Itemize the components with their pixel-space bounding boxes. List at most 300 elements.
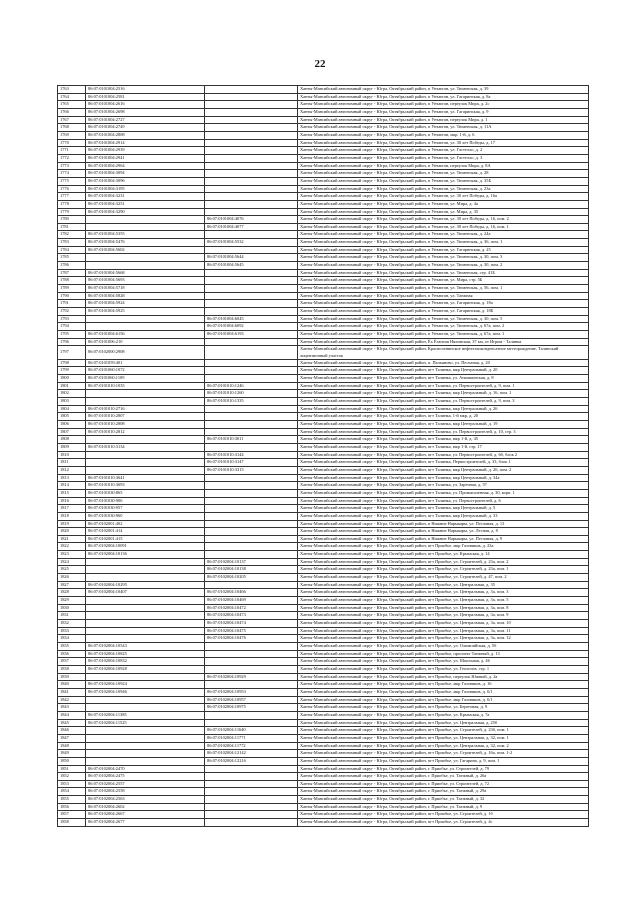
land-cadastral-number-cell: 86:07:0101004:5693 [86,277,205,285]
row-number-cell: 1801 [58,382,86,390]
land-cadastral-number-cell [86,459,205,467]
row-number-cell: 1835 [58,643,86,651]
table-row [58,254,589,262]
row-number-cell: 1830 [58,604,86,612]
address-cell: Ханты-Мансийский автономный округ - Югра, Октябрьский район, пгт Приобье, проспект Таежный, д. 13 [298,650,589,658]
building-cadastral-number-cell [205,658,298,666]
land-cadastral-number-cell: 86:07:0102004:10543 [86,643,205,651]
land-cadastral-number-cell: 86:07:0101004:2964 [86,162,205,170]
land-cadastral-number-cell: 86:07:0102004:10924 [86,681,205,689]
address-cell: Ханты-Мансийский автономный округ - Югра, Октябрьский район, п Нижние Нарыкары, ул. Лесная, д. 8 [298,528,589,536]
address-cell: Ханты-Мансийский автономный округ - Югра, Октябрьский район, пгт Талинка, ул. Анашкинская, д. 8 [298,375,589,383]
address-cell: Ханты-Мансийский автономный округ - Югра, Октябрьский район, пгт Приобье, ул. Центральная, д. 25б [298,719,589,727]
table-row [58,466,589,474]
table-row [58,635,589,643]
row-number-cell: 1783 [58,239,86,247]
table-row [58,124,589,132]
table-row [58,589,589,597]
row-number-cell: 1799 [58,367,86,375]
land-cadastral-number-cell: 86:07:0101030:957 [86,505,205,513]
row-number-cell: 1855 [58,796,86,804]
building-cadastral-number-cell [205,170,298,178]
building-cadastral-number-cell [205,711,298,719]
address-cell: Ханты-Мансийский автономный округ - Югра, Октябрьский район, пгт Приобье, ул. Центральная, д. 32, пом. 1 [298,734,589,742]
building-cadastral-number-cell: 86:07:0102004:10475 [205,627,298,635]
table-row [58,528,589,536]
address-cell: Ханты-Мансийский автономный округ - Югра, Октябрьский район, пгт Приобье, ул. Строителей, д. 4г [298,819,589,827]
table-row [58,811,589,819]
building-cadastral-number-cell [205,520,298,528]
row-number-cell: 1846 [58,727,86,735]
building-cadastral-number-cell [205,308,298,316]
table-row [58,643,589,651]
building-cadastral-number-cell: 86:07:0102004:10473 [205,612,298,620]
row-number-cell: 1829 [58,597,86,605]
land-cadastral-number-cell: 86:07:0101010:3693 [86,482,205,490]
address-cell: Ханты-Мансийский автономный округ - Югра, Октябрьский район, пгт Приобье, ул. Центральная, д. 35 [298,581,589,589]
land-cadastral-number-cell: 86:07:0101004:2581 [86,93,205,101]
land-cadastral-number-cell: 86:07:0102001:415 [86,535,205,543]
land-cadastral-number-cell: 86:07:0102004:11385 [86,711,205,719]
row-number-cell: 1813 [58,474,86,482]
building-cadastral-number-cell: 86:07:0102004:10205 [205,574,298,582]
row-number-cell: 1784 [58,246,86,254]
row-number-cell: 1766 [58,108,86,116]
land-cadastral-number-cell: 86:07:0101030:960 [86,512,205,520]
building-cadastral-number-cell [205,650,298,658]
land-cadastral-number-cell: 86:07:0102004:10832 [86,658,205,666]
land-cadastral-number-cell [86,604,205,612]
table-row [58,436,589,444]
row-number-cell: 1790 [58,292,86,300]
row-number-cell: 1815 [58,489,86,497]
land-cadastral-number-cell [86,398,205,406]
land-cadastral-number-cell [86,597,205,605]
land-cadastral-number-cell: 86:07:0101010:2716 [86,405,205,413]
table-row [58,93,589,101]
building-cadastral-number-cell [205,367,298,375]
table-row [58,262,589,270]
address-cell: Ханты-Мансийский автономный округ - Югра, Октябрьский район, пгт Приобье, ул. Центральная, д. 3а, пом. 3 [298,589,589,597]
building-cadastral-number-cell [205,300,298,308]
row-number-cell: 1836 [58,650,86,658]
address-cell: Ханты-Мансийский автономный округ - Югра, Октябрьский район, пгт Приобье, ул. Строителей, д. 23б, пом. 1 [298,727,589,735]
address-cell: Ханты-Мансийский автономный округ - Югра, Октябрьский район, п Унъюган, ул. Мира, д. 4а [298,200,589,208]
land-cadastral-number-cell: 86:07:0102004:2558 [86,788,205,796]
address-cell: Ханты-Мансийский автономный округ - Югра, Октябрьский район, п Унъюган, ул. 30 лет Победы, д. 16а [298,193,589,201]
table-row [58,162,589,170]
row-number-cell: 1842 [58,696,86,704]
building-cadastral-number-cell [205,420,298,428]
page-number: 22 [314,58,326,70]
building-cadastral-number-cell [205,482,298,490]
table-row [58,208,589,216]
building-cadastral-number-cell [205,681,298,689]
table-row [58,780,589,788]
land-cadastral-number-cell: 86:07:0101004:5924 [86,300,205,308]
table-row [58,558,589,566]
address-cell: Ханты-Мансийский автономный округ - Югра, Октябрьский район, пгт Приобье, ул. Строителей, д. 23а, пом. 2 [298,558,589,566]
address-cell: Ханты-Мансийский автономный округ - Югра, Октябрьский район, пгт Талинка, мкр Центральный, д. 20 [298,367,589,375]
address-cell: Ханты-Мансийский автономный округ - Югра, Октябрьский район, п Унъюган, ул. Тюменская, д. 24а [298,231,589,239]
address-cell: Ханты-Мансийский автономный округ - Югра, Октябрьский район, пгт Талинка, ул. Первостроителей, д. 10, стр. 3 [298,428,589,436]
row-number-cell: 1831 [58,612,86,620]
address-cell: Ханты-Мансийский автономный округ - Югра, Октябрьский район, пгт Приобье, мкр Газовиков, д. 6/1 [298,696,589,704]
row-number-cell: 1807 [58,428,86,436]
land-cadastral-number-cell: 86:07:0101004:2616 [86,101,205,109]
land-cadastral-number-cell [86,742,205,750]
building-cadastral-number-cell [205,535,298,543]
table-row [58,819,589,827]
row-number-cell: 1764 [58,93,86,101]
table-row [58,734,589,742]
land-cadastral-number-cell: 86:07:0101004:2808 [86,131,205,139]
land-cadastral-number-cell: 86:07:0101004:3096 [86,177,205,185]
address-cell: Ханты-Мансийский автономный округ - Югра, Октябрьский район, п Унъюган, ул. Тюменская, д. 67а, пом. 1 [298,331,589,339]
land-cadastral-number-cell [86,673,205,681]
address-cell: Ханты-Мансийский автономный округ - Югра, Октябрьский район, пгт Приобье, ул. Школьная, д. 46 [298,658,589,666]
address-cell: Ханты-Мансийский автономный округ - Югра, Октябрьский район, пгт Талинка, мкр Центральный, д. 26 [298,405,589,413]
row-number-cell: 1853 [58,780,86,788]
table-row [58,185,589,193]
land-cadastral-number-cell [86,436,205,444]
address-cell: Ханты-Мансийский автономный округ - Югра, Октябрьский район, п Унъюган, ул. Тюменская, стр. 41Б [298,269,589,277]
building-cadastral-number-cell [205,231,298,239]
building-cadastral-number-cell: 86:07:0102004:10474 [205,620,298,628]
row-number-cell: 1817 [58,505,86,513]
address-cell: Ханты-Мансийский автономный округ - Югра, Октябрьский район, п Нижние Нарыкары, ул. Песчаная, д. 13 [298,520,589,528]
land-cadastral-number-cell: 86:07:0101004:2727 [86,116,205,124]
land-cadastral-number-cell: 86:07:0101004:2698 [86,108,205,116]
table-row [58,474,589,482]
land-cadastral-number-cell: 86:07:0101030:865 [86,489,205,497]
building-cadastral-number-cell [205,512,298,520]
row-number-cell: 1848 [58,742,86,750]
building-cadastral-number-cell: 86:07:0101004:4077 [205,223,298,231]
building-cadastral-number-cell [205,177,298,185]
land-cadastral-number-cell: 86:07:0101006:210 [86,338,205,346]
row-number-cell: 1819 [58,520,86,528]
table-row [58,581,589,589]
table-row [58,704,589,712]
table-row [58,750,589,758]
address-cell: Ханты-Мансийский автономный округ - Югра, Октябрьский район, пгт Талинка, мкр Центральный, д. 16, пом. 1 [298,390,589,398]
row-number-cell: 1788 [58,277,86,285]
address-cell: Ханты-Мансийский автономный округ - Югра, Октябрьский район, пгт Приобье, ул. Крымская, д. 7а [298,711,589,719]
address-cell: Ханты-Мансийский автономный округ - Югра, Октябрьский район, пгт Приобье, ул. Центральная, д. 3а, пом. 9 [298,612,589,620]
address-cell: Ханты-Мансийский автономный округ - Югра, Октябрьский район, пгт Талинка, мкр 1-й, стр. 17 [298,443,589,451]
address-cell: Ханты-Мансийский автономный округ - Югра, Октябрьский район, пгт Приобье, ул. Геологов, стр. 1 [298,665,589,673]
building-cadastral-number-cell [205,719,298,727]
row-number-cell: 1786 [58,262,86,270]
row-number-cell: 1808 [58,436,86,444]
building-cadastral-number-cell [205,643,298,651]
land-cadastral-number-cell: 86:07:0101004:5925 [86,308,205,316]
address-cell: Ханты-Мансийский автономный округ - Югра, Октябрьский район, п Унъюган, переулок Мира, д. 8А [298,162,589,170]
row-number-cell: 1780 [58,216,86,224]
row-number-cell: 1770 [58,139,86,147]
row-number-cell: 1816 [58,497,86,505]
land-cadastral-number-cell: 86:07:0101010:2812 [86,428,205,436]
land-cadastral-number-cell: 86:07:0102004:2677 [86,819,205,827]
building-cadastral-number-cell: 86:07:0102004:10138 [205,566,298,574]
land-cadastral-number-cell [86,566,205,574]
row-number-cell: 1773 [58,162,86,170]
building-cadastral-number-cell [205,246,298,254]
land-cadastral-number-cell: 86:07:0102004:10091 [86,543,205,551]
building-cadastral-number-cell [205,780,298,788]
address-cell: Ханты-Мансийский автономный округ - Югра, Октябрьский район, пгт Талинка, 1-й мкр, д. 20 [298,413,589,421]
table-row [58,658,589,666]
table-row [58,620,589,628]
address-cell: Ханты-Мансийский автономный округ - Югра, Октябрьский район, п Унъюган, ул. Гагаринская, д. 9 [298,108,589,116]
table-row [58,627,589,635]
building-cadastral-number-cell [205,505,298,513]
land-cadastral-number-cell: 86:07:0101059:401 [86,359,205,367]
building-cadastral-number-cell [205,811,298,819]
row-number-cell: 1858 [58,819,86,827]
row-number-cell: 1841 [58,688,86,696]
land-cadastral-number-cell: 86:07:0101004:5602 [86,246,205,254]
land-cadastral-number-cell: 86:07:0101004:5355 [86,231,205,239]
land-cadastral-number-cell [86,315,205,323]
table-row [58,367,589,375]
row-number-cell: 1839 [58,673,86,681]
address-cell: Ханты-Мансийский автономный округ - Югра, Октябрьский район, пгт Талинка, мкр Центральный, д. 5 [298,505,589,513]
row-number-cell: 1769 [58,131,86,139]
land-cadastral-number-cell [86,223,205,231]
address-cell: Ханты-Мансийский автономный округ - Югра, Октябрьский район, пгт Приобье, ул. Гагарина, д. 9, пом. 1 [298,757,589,765]
row-number-cell: 1843 [58,704,86,712]
table-row [58,443,589,451]
table-row [58,688,589,696]
building-cadastral-number-cell: 86:07:0102004:10953 [205,688,298,696]
address-cell: Ханты-Мансийский автономный округ - Югра, Октябрьский район, п Унъюган, ул. Тюменская, д. 36, пом. 1 [298,239,589,247]
address-cell: Ханты-Мансийский автономный округ - Югра, Октябрьский район, пгт Приобье, ул. Строителей, д. 23а, пом. 1 [298,566,589,574]
row-number-cell: 1823 [58,551,86,559]
table-row [58,543,589,551]
address-cell: Ханты-Мансийский автономный округ - Югра, Октябрьский район, п Унъюган, ул. Тюменская, д. 56, пом. 1 [298,285,589,293]
table-row [58,757,589,765]
land-cadastral-number-cell [86,466,205,474]
table-row [58,796,589,804]
row-number-cell: 1796 [58,338,86,346]
building-cadastral-number-cell [205,193,298,201]
land-cadastral-number-cell: 86:07:0101010:2808 [86,420,205,428]
land-cadastral-number-cell: 86:07:0101004:3290 [86,208,205,216]
land-cadastral-number-cell: 86:07:0101060:1072 [86,367,205,375]
table-row [58,331,589,339]
table-row [58,131,589,139]
land-cadastral-number-cell: 86:07:0101004:2914 [86,139,205,147]
address-cell: Ханты-Мансийский автономный округ - Югра, Октябрьский район, г. Приобье, ул. Таежный, д. 26а [298,773,589,781]
address-cell: Ханты-Мансийский автономный округ - Югра, Октябрьский район, п Унъюган, ул. Тюменская, д. 28 [298,170,589,178]
table-row [58,788,589,796]
address-cell: Ханты-Мансийский автономный округ - Югра, Октябрьский район, п Унъюган, мкр. 1-й, д. 6 [298,131,589,139]
building-cadastral-number-cell: 86:07:0102004:11771 [205,734,298,742]
row-number-cell: 1820 [58,528,86,536]
land-cadastral-number-cell: 86:07:0101004:3231 [86,193,205,201]
building-cadastral-number-cell [205,474,298,482]
table-row [58,398,589,406]
building-cadastral-number-cell [205,208,298,216]
building-cadastral-number-cell: 86:07:0101004:6045 [205,315,298,323]
table-row [58,489,589,497]
land-cadastral-number-cell: 86:07:0102004:2557 [86,780,205,788]
address-cell: Ханты-Мансийский автономный округ - Югра, Октябрьский район, п Унъюган, ул. Тюменская, д. 11А [298,124,589,132]
land-cadastral-number-cell: 86:07:0102004:2475 [86,773,205,781]
land-cadastral-number-cell [86,451,205,459]
row-number-cell: 1854 [58,788,86,796]
row-number-cell: 1776 [58,185,86,193]
table-row [58,246,589,254]
building-cadastral-number-cell: 86:07:0101010:1260 [205,390,298,398]
building-cadastral-number-cell: 86:07:0102004:11772 [205,742,298,750]
address-cell: Ханты-Мансийский автономный округ - Югра, Октябрьский район, пгт Приобье, ул. Береговая, д. 9 [298,704,589,712]
building-cadastral-number-cell [205,346,298,359]
address-cell: Ханты-Мансийский автономный округ - Югра, Октябрьский район, пгт Талинка, Первостроителей, д. 33, блок 1 [298,459,589,467]
table-row [58,711,589,719]
row-number-cell: 1771 [58,147,86,155]
table-body [58,86,589,827]
address-cell: Ханты-Мансийский автономный округ - Югра, Октябрьский район, п Унъюган, ул. Тюменская, д. 30, пом. 5 [298,315,589,323]
table-row [58,742,589,750]
row-number-cell: 1810 [58,451,86,459]
table-row [58,231,589,239]
address-cell: Ханты-Мансийский автономный округ - Югра, Октябрьский район, п Унъюган, переулок Мира, д. 1 [298,116,589,124]
land-cadastral-number-cell: 86:07:0101004:5476 [86,239,205,247]
table-row [58,147,589,155]
address-cell: Ханты-Мансийский автономный округ - Югра, Октябрьский район, пгт Приобье, переулок Южный, д. 2а [298,673,589,681]
table-row [58,177,589,185]
table-row [58,359,589,367]
address-cell: Ханты-Мансийский автономный округ - Югра, Октябрьский район, п Унъюган, ул. 30 лет Победы, д. 17 [298,139,589,147]
address-cell: Ханты-Мансийский автономный округ - Югра, Октябрьский район, пгт Талинка, ул. Первостроителей, д. 9, пом. 3 [298,398,589,406]
address-cell: Ханты-Мансийский автономный округ - Югра, Октябрьский район, пгт Талинка, мкр Центральный, д. 34а [298,474,589,482]
address-cell: Ханты-Мансийский автономный округ - Югра, Октябрьский район, п Нижние Нарыкары, ул. Песчаная, д. 9 [298,535,589,543]
land-cadastral-number-cell [86,216,205,224]
row-number-cell: 1803 [58,398,86,406]
building-cadastral-number-cell [205,405,298,413]
address-cell: Ханты-Мансийский автономный округ - Югра, Октябрьский район, пгт Талинка, ул. Заречная, д. 57 [298,482,589,490]
row-number-cell: 1782 [58,231,86,239]
row-number-cell: 1818 [58,512,86,520]
row-number-cell: 1828 [58,589,86,597]
address-cell: Ханты-Мансийский автономный округ - Югра, Октябрьский район, пгт Приобье, ул. Крымская, д. 14 [298,551,589,559]
property-table [57,85,589,827]
row-number-cell: 1781 [58,223,86,231]
building-cadastral-number-cell: 86:07:0101010:3315 [205,466,298,474]
address-cell: Ханты-Мансийский автономный округ - Югра, Октябрьский район, п Унъюган, ул. Гагаринская, д. 18а [298,300,589,308]
building-cadastral-number-cell: 86:07:0102004:10929 [205,673,298,681]
building-cadastral-number-cell [205,185,298,193]
building-cadastral-number-cell [205,131,298,139]
address-cell: Ханты-Мансийский автономный округ - Югра, Октябрьский район, Ёх Ёгангия Нялинская, 37 км, от Игрим - Талинка [298,338,589,346]
address-cell: Ханты-Мансийский автономный округ - Югра, Октябрьский район, п Унъюган, ул. Гастелло, д. 3 [298,154,589,162]
table-row [58,459,589,467]
row-number-cell: 1840 [58,681,86,689]
building-cadastral-number-cell: 86:07:0102004:10472 [205,604,298,612]
land-cadastral-number-cell: 86:07:0101004:6156 [86,331,205,339]
land-cadastral-number-cell: 86:07:0102004:11525 [86,719,205,727]
address-cell: Ханты-Мансийский автономный округ - Югра, Октябрьский район, п Унъюган, ул. Тюменская, д. 35Б [298,177,589,185]
building-cadastral-number-cell: 86:07:0102004:12216 [205,757,298,765]
table-row [58,574,589,582]
land-cadastral-number-cell [86,627,205,635]
building-cadastral-number-cell: 86:07:0102004:10137 [205,558,298,566]
address-cell: Ханты-Мансийский автономный округ - Югра, Октябрьский район, Красноленинское нефтегазоконденсатное месторождение, Талинский лицензионный участок [298,346,589,359]
address-cell: Ханты-Мансийский автономный округ - Югра, Октябрьский район, п. Пальяново, ул. Песчаная, д. 20 [298,359,589,367]
table-row [58,200,589,208]
row-number-cell: 1804 [58,405,86,413]
address-cell: Ханты-Мансийский автономный округ - Югра, Октябрьский район, пгт Талинка, мкр Центральный, д. 33 [298,512,589,520]
building-cadastral-number-cell [205,819,298,827]
row-number-cell: 1832 [58,620,86,628]
address-cell: Ханты-Мансийский автономный округ - Югра, Октябрьский район, п Унъюган, ул. 30 лет Победы, д. 16, пом. 1 [298,223,589,231]
building-cadastral-number-cell: 86:07:0101004:5644 [205,254,298,262]
address-cell: Ханты-Мансийский автономный округ - Югра, Октябрьский район, п Унъюган, переулок Мира, д. 2с [298,101,589,109]
row-number-cell: 1852 [58,773,86,781]
land-cadastral-number-cell [86,757,205,765]
table-row [58,86,589,94]
land-cadastral-number-cell: 86:07:0102001:414 [86,528,205,536]
building-cadastral-number-cell [205,139,298,147]
address-cell: Ханты-Мансийский автономный округ - Югра, Октябрьский район, г. Приобье, ул. Таежный, д. 9 [298,803,589,811]
row-number-cell: 1850 [58,757,86,765]
land-cadastral-number-cell: 86:07:0101004:3094 [86,170,205,178]
address-cell: Ханты-Мансийский автономный округ - Югра, Октябрьский район, п Унъюган, ул. Гагаринская, д. 8а [298,93,589,101]
table-row [58,382,589,390]
address-cell: Ханты-Мансийский автономный округ - Югра, Октябрьский район, пгт Приобье, мкр Газовиков, д. 6/1 [298,688,589,696]
table-row [58,108,589,116]
row-number-cell: 1792 [58,308,86,316]
address-cell: Ханты-Мансийский автономный округ - Югра, Октябрьский район, п Унъюган, ул. Гагаринская, д. 25 [298,246,589,254]
building-cadastral-number-cell [205,285,298,293]
land-cadastral-number-cell: 86:07:0101004:5718 [86,285,205,293]
row-number-cell: 1814 [58,482,86,490]
land-cadastral-number-cell: 86:07:0102004:10407 [86,589,205,597]
land-cadastral-number-cell [86,727,205,735]
row-number-cell: 1778 [58,200,86,208]
building-cadastral-number-cell: 86:07:0101010:3144 [205,451,298,459]
table-row [58,277,589,285]
land-cadastral-number-cell: 86:07:0102004:10928 [86,665,205,673]
building-cadastral-number-cell [205,803,298,811]
table-row [58,285,589,293]
land-cadastral-number-cell [86,620,205,628]
land-cadastral-number-cell [86,750,205,758]
land-cadastral-number-cell [86,635,205,643]
table-row [58,566,589,574]
table-row [58,223,589,231]
row-number-cell: 1785 [58,254,86,262]
table-row [58,597,589,605]
table-row [58,551,589,559]
row-number-cell: 1847 [58,734,86,742]
building-cadastral-number-cell: 86:07:0102004:10469 [205,597,298,605]
building-cadastral-number-cell [205,773,298,781]
land-cadastral-number-cell [86,704,205,712]
address-cell: Ханты-Мансийский автономный округ - Югра, Октябрьский район, пгт Приобье, ул. Строителей, д. 16а, пом. 1-2 [298,750,589,758]
row-number-cell: 1833 [58,627,86,635]
table-row [58,139,589,147]
building-cadastral-number-cell [205,269,298,277]
land-cadastral-number-cell: 86:07:0101004:2749 [86,124,205,132]
table-row [58,512,589,520]
row-number-cell: 1777 [58,193,86,201]
address-cell: Ханты-Мансийский автономный округ - Югра, Октябрьский район, п Унъюган, ул. Таежная [298,292,589,300]
building-cadastral-number-cell: 86:07:0101004:6092 [205,323,298,331]
